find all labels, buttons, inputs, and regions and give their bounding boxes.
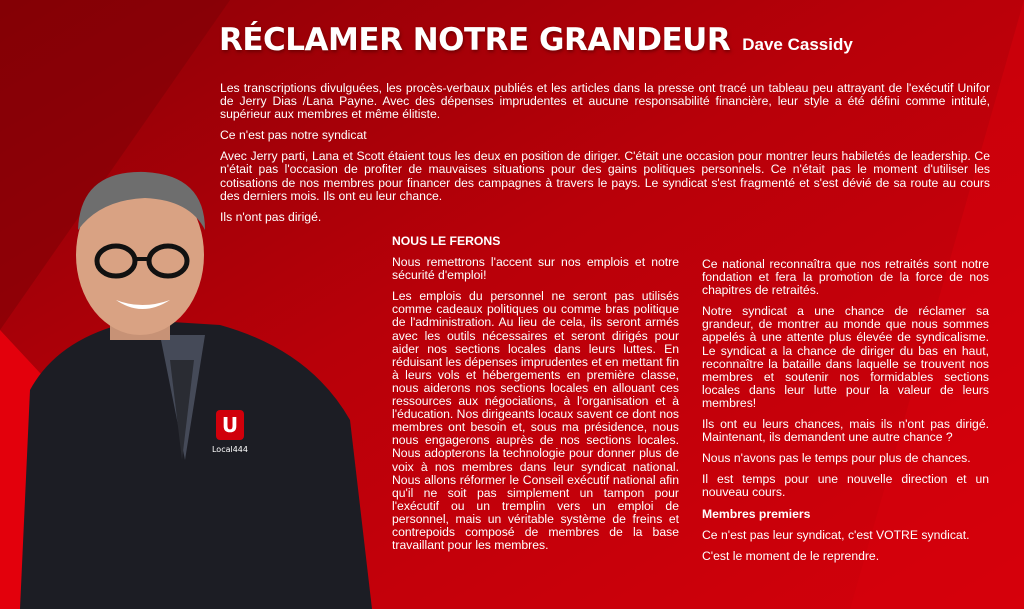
body-paragraph: Les emplois du personnel ne seront pas utilisés comme cadeaux politiques ou comme bras politique de l'administration. Au lieu de cela, ils seront armés avec les outils nécessaires et seront dirigés pour aider nos sections locales dans leurs luttes. En réduisant les dépenses imprudentes et en mettant fin à leurs vols et hébergements en première classe, nous aiderons nos sections locales en allouant ces ressources aux négociations, à l'organisation et à l'éducation. Nos dirigeants locaux savent ce dont nos membres ont besoin et, sous ma présidence, nous nous engagerons auprès de nos sections locales. Nous adopterons la technologie pour donner plus de voix à nos membres dans leur syndicat national. Nous allons réformer le Conseil exécutif national afin qu'il ne soit pas simplement un tampon pour l'exécutif ou un tremplin vers un emploi de personnel, mais un véritable système de freins et contrepoids composé de membres de la base travaillant pour les membres.: [392, 289, 679, 553]
intro-section: [220, 82, 990, 232]
header: [219, 22, 853, 58]
page-title: RÉCLAMER NOTRE GRANDEUR: [219, 22, 731, 58]
badge-text: Local444: [211, 445, 249, 454]
intro-paragraph: Les transcriptions divulguées, les procès-verbaux publiés et les articles dans la presse ont tracé un tableau peu attrayant de l'exécutif Unifor de Jerry Dias /Lana Payne. Avec des dépenses imprudentes et aucune responsabilité financière, leur style a été défini comme intitulé, supérieur aux membres et même élitiste.: [220, 81, 990, 122]
author-name: Dave Cassidy: [742, 35, 853, 54]
body-paragraph: Nous remettrons l'accent sur nos emplois et notre sécurité d'emploi!: [392, 255, 679, 283]
section-heading: NOUS LE FERONS: [392, 234, 501, 248]
body-paragraph: Nous n'avons pas le temps pour plus de chances.: [702, 451, 971, 466]
body-paragraph: Notre syndicat a une chance de réclamer sa grandeur, de montrer au monde que nous sommes appelés à une attente plus élevée de syndicalisme. Le syndicat a la chance de diriger du bas en haut, reconnaître la bataille dans laquelle se trouvent nos membres et soutenir nos formidables sections locales dans leur lutte pour la valeur de leurs membres!: [702, 304, 989, 410]
intro-paragraph: Ce n'est pas notre syndicat: [220, 128, 367, 143]
body-paragraph: Ils ont eu leurs chances, mais ils n'ont pas dirigé. Maintenant, ils demandent une autre chance ?: [702, 417, 989, 445]
right-column: [702, 258, 989, 571]
intro-paragraph: Ils n'ont pas dirigé.: [220, 209, 322, 224]
left-column: [392, 235, 679, 560]
section-heading: Membres premiers: [702, 506, 811, 521]
body-paragraph: Ce national reconnaîtra que nos retraités sont notre fondation et fera la promotion de la force de nos chapitres de retraités.: [702, 257, 989, 298]
closing-line: C'est le moment de le reprendre.: [702, 548, 880, 563]
intro-paragraph: Avec Jerry parti, Lana et Scott étaient tous les deux en position de diriger. C'était une occasion pour montrer leurs habiletés de leadership. Ce n'était pas l'occasion de profiter de mauvaises situations pour des gains politiques personnels. Ce n'était pas le moment d'utiliser les cotisations de nos membres pour financer des campagnes à travers le pays. Le syndicat s'est fragmenté et s'est dévié de sa route au cours des derniers mois. Ils ont eu leur chance.: [220, 149, 990, 203]
closing-line: Ce n'est pas leur syndicat, c'est VOTRE syndicat.: [702, 527, 970, 542]
badge-letter: U: [221, 413, 239, 437]
body-paragraph: Il est temps pour une nouvelle direction et un nouveau cours.: [702, 472, 989, 500]
unifor-logo-icon: [212, 410, 248, 454]
